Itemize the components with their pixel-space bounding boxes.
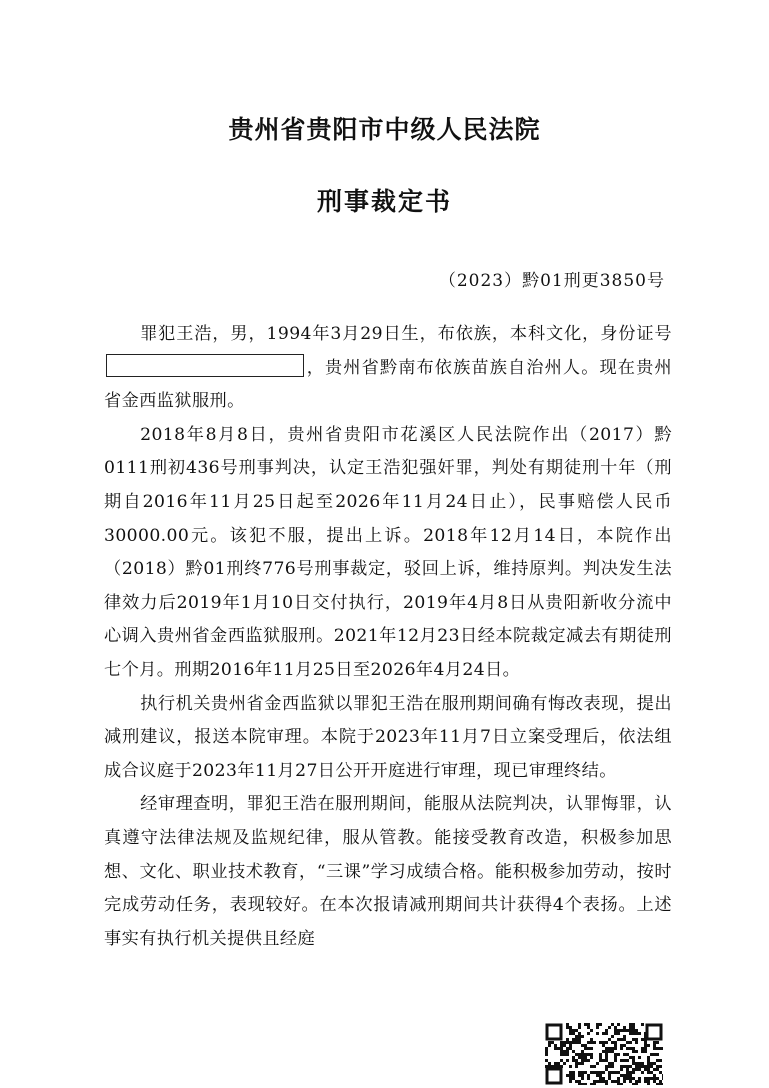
court-name: 贵州省贵阳市中级人民法院 [228,115,541,144]
defendant-info-text: 罪犯王浩，男，1994年3月29日生，布依族，本科文化，身份证号 [140,324,672,344]
document-type-title: 刑事裁定书 [316,187,452,216]
case-number: （2023）黔01刑更3850号 [438,271,665,291]
document-body [104,318,672,956]
paragraph-findings: 经审理查明，罪犯王浩在服刑期间，能服从法院判决，认罪悔罪，认真遵守法律法规及监规纪律，服从管教。能接受教育改造，积极参加思想、文化、职业技术教育，“三课”学习成绩合格。能积极参加劳动，按时完成劳动任务，表现较好。在本次报请减刑期间共计获得4个表扬。上述事实有执行机关提供且经庭 [104,794,672,949]
paragraph-commutation-proposal: 执行机关贵州省金西监狱以罪犯王浩在服刑期间确有悔改表现，提出减刑建议，报送本院审理。本院于2023年11月7日立案受理后，依法组成合议庭于2023年11月27日公开开庭进行审理，现已审理终结。 [104,693,672,781]
qr-code-icon [545,1023,663,1085]
paragraph-defendant-info [104,318,672,419]
redacted-id-box [106,354,304,377]
paragraph-case-history: 2018年8月8日，贵州省贵阳市花溪区人民法院作出（2017）黔0111刑初436号刑事判决，认定王浩犯强奸罪，判处有期徒刑十年（刑期自2016年11月25日起至2026年11月24日止），民事赔偿人民币30000.00元。该犯不服，提出上诉。2018年12月14日，本院作出（2018）黔01刑终776号刑事裁定，驳回上诉，维持原判。判决发生法律效力后2019年1月10日交付执行，2019年4月8日从贵阳新收分流中心调入贵州省金西监狱服刑。2021年12月23日经本院裁定减去有期徒刑七个月。刑期2016年11月25日至2026年4月24日。 [104,424,672,680]
defendant-residence-text: ，贵州省黔南布依族苗族自治州人。现在贵州省金西监狱服刑。 [104,357,672,412]
